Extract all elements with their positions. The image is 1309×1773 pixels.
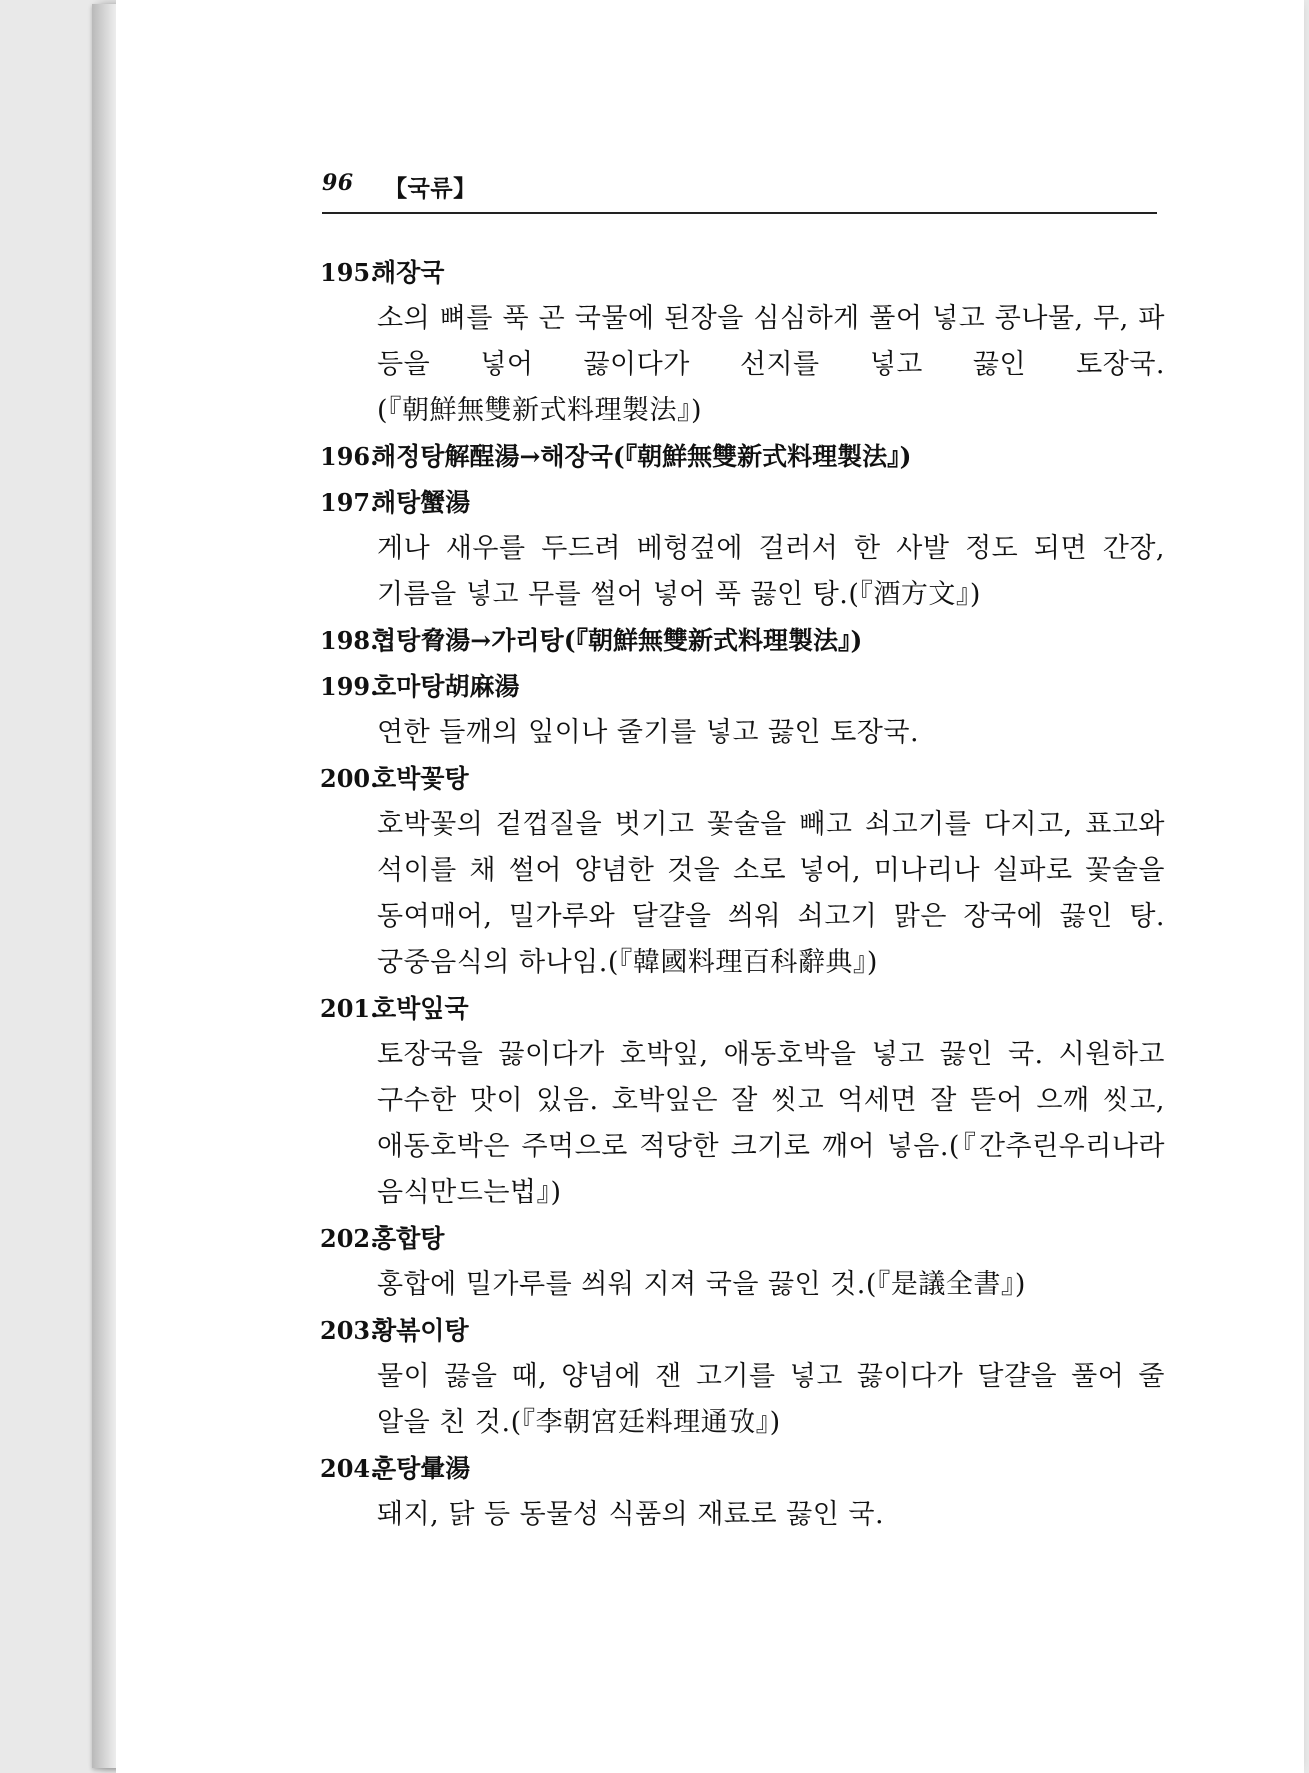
entry-body: 돼지, 닭 등 동물성 식품의 재료로 끓인 국.: [377, 1499, 885, 1530]
entry-number: 200.: [320, 764, 379, 793]
entry-197: [320, 480, 1165, 618]
entry-195: [320, 250, 1165, 434]
entry-title: [320, 618, 1165, 664]
entry-199: [320, 664, 1165, 756]
entry-title: [320, 986, 1165, 1032]
entry-number: 204.: [320, 1454, 379, 1483]
entry-heading: 호박꽃탕: [372, 764, 469, 793]
entry-heading: 호박잎국: [372, 994, 469, 1023]
entry-body: 토장국을 끓이다가 호박잎, 애동호박을 넣고 끓인 국. 시원하고 구수한 맛이 있음. 호박잎은 잘 씻고 억세면 잘 뜯어 으깨 씻고, 애동호박은 주먹으로 적당한 크기로 깨어 넣음.(『간추린우리나라 음식만드는법』): [377, 1039, 1165, 1208]
entry-heading: 훈탕暈湯: [372, 1454, 471, 1483]
page-number: 96: [322, 170, 354, 196]
entry-title: [320, 664, 1165, 710]
entry-198: [320, 618, 1165, 664]
entry-heading: 황볶이탕: [372, 1316, 469, 1345]
entry-body: 소의 뼈를 푹 곤 국물에 된장을 심심하게 풀어 넣고 콩나물, 무, 파 등을 넣어 끓이다가 선지를 넣고 끓인 토장국.(『朝鮮無雙新式料理製法』): [377, 303, 1165, 426]
entry-title: [320, 1308, 1165, 1354]
entry-196: [320, 434, 1165, 480]
entry-heading: 호마탕胡麻湯: [372, 672, 520, 701]
entry-number: 195.: [320, 258, 379, 287]
entry-heading: 해장국: [372, 258, 445, 287]
entry-203: [320, 1308, 1165, 1446]
entry-body: 물이 끓을 때, 양념에 잰 고기를 넣고 끓이다가 달걀을 풀어 줄 알을 친 것.(『李朝宮廷料理通攷』): [377, 1361, 1165, 1438]
entries-list: [320, 250, 1165, 1538]
entry-number: 203.: [320, 1316, 379, 1345]
entry-body: 게나 새우를 두드려 베헝겊에 걸러서 한 사발 정도 되면 간장, 기름을 넣고 무를 썰어 넣어 푹 끓인 탕.(『酒方文』): [377, 533, 1165, 610]
entry-title: [320, 756, 1165, 802]
entry-heading: 홍합탕: [372, 1224, 445, 1253]
entry-heading: 협탕脅湯→가리탕(『朝鮮無雙新式料理製法』): [372, 626, 863, 655]
entry-200: [320, 756, 1165, 986]
entry-title: [320, 480, 1165, 526]
page-header: [322, 170, 1157, 214]
entry-202: [320, 1216, 1165, 1308]
section-title: 【국류】: [384, 175, 477, 202]
entry-number: 199.: [320, 672, 379, 701]
entry-number: 197.: [320, 488, 379, 517]
entry-number: 196.: [320, 442, 379, 471]
entry-title: [320, 434, 1165, 480]
entry-title: [320, 250, 1165, 296]
entry-body: 호박꽃의 겉껍질을 벗기고 꽃술을 빼고 쇠고기를 다지고, 표고와 석이를 채 썰어 양념한 것을 소로 넣어, 미나리나 실파로 꽃술을 동여매어, 밀가루와 달걀을 씌워 쇠고기 맑은 장국에 끓인 탕. 궁중음식의 하나임.(『韓國料理百科辭典』): [377, 809, 1165, 978]
entry-heading: 해탕蟹湯: [372, 488, 471, 517]
entry-201: [320, 986, 1165, 1216]
entry-title: [320, 1446, 1165, 1492]
entry-number: 198.: [320, 626, 379, 655]
entry-body: 연한 들깨의 잎이나 줄기를 넣고 끓인 토장국.: [377, 717, 920, 748]
entry-body: 홍합에 밀가루를 씌워 지져 국을 끓인 것.(『是議全書』): [377, 1269, 1026, 1300]
entry-number: 201.: [320, 994, 379, 1023]
entry-204: [320, 1446, 1165, 1538]
entry-title: [320, 1216, 1165, 1262]
entry-heading: 해정탕解酲湯→해장국(『朝鮮無雙新式料理製法』): [372, 442, 912, 471]
entry-number: 202.: [320, 1224, 379, 1253]
